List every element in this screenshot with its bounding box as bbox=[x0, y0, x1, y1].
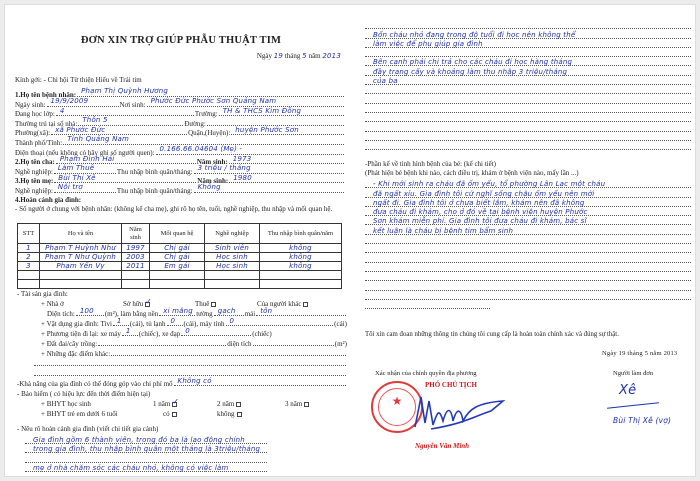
tv-count: 1 bbox=[116, 317, 122, 325]
other-features-row: + Những đặc điểm khác: bbox=[17, 349, 347, 359]
contribution-row: -Khả năng của gia đình có thể đóng góp vào chi phí mổ Không có bbox=[17, 379, 347, 389]
others-checkbox bbox=[303, 302, 308, 307]
house-area: 100 bbox=[79, 307, 94, 315]
applicant-signature: Xê bbox=[619, 383, 637, 398]
patient-district: huyện Phước Sơn bbox=[235, 125, 299, 134]
official-name: Nguyễn Văn Minh bbox=[415, 442, 470, 450]
land-row: + Đất đai/cây trồng: diện tích (m²) bbox=[41, 340, 347, 348]
patient-name-row: 1.Họ tên bệnh nhân: Phạm Thị Quỳnh Hương bbox=[15, 90, 345, 100]
student-insurance-row: + BHYT học sinh 1 năm ✓ 2 năm 3 năm bbox=[17, 399, 347, 409]
family-heading: 4.Hoàn cảnh gia đình: bbox=[15, 195, 82, 204]
father-name-row: 2.Họ tên cha: Phạm Đình Hải Năm sinh: 1973 bbox=[15, 157, 345, 167]
date-day: 19 bbox=[273, 52, 284, 60]
form-date: Ngày 19 tháng 5 năm 2013 bbox=[256, 52, 341, 60]
date-month: 5 bbox=[302, 52, 307, 60]
patient-section bbox=[15, 87, 345, 215]
dob-row: Ngày sinh: 19/9/2009 Nơi sinh: Phước Đức Phước Sơn Quảng Nam bbox=[15, 100, 345, 110]
father-name: Phạm Đình Hải bbox=[59, 154, 115, 163]
illness-description: - Khi mới sinh ra cháu đã ốm yếu, tổ phường Lân Lạc một cháu đã ngất xỉu. Gia đình tôi cứ nghĩ sống chậu ốm yếu nên mới ngất đi. Gia đình tôi ở chưa biết lắm, khám nên đã không đưa cháu đi khám, cho ở đó về tại bệnh viện huyện Phước Sơn khám miễn phí. Gia đình tôi đưa cháu đi khám, bác sĩ kết luận là cháu bị bệnh tim bẩm sinh bbox=[365, 179, 691, 309]
floor-material: xi măng bbox=[163, 307, 193, 315]
date-year: 2013 bbox=[322, 52, 341, 60]
insurance-3yr-checkbox bbox=[304, 402, 309, 407]
patient-birthplace: Phước Đức Phước Sơn Quảng Nam bbox=[150, 97, 277, 105]
appliances-row: + Vật dụng gia đình: Tivi 1 (cái), tủ lạnh 0 (cái), máy tính 0 (cái) bbox=[41, 317, 347, 328]
mother-name: Bùi Thị Xê bbox=[58, 173, 96, 182]
assets-heading: - Tài sản gia đình: bbox=[17, 290, 68, 298]
circumstances-line bbox=[25, 453, 267, 463]
circumstances-heading: - Nêu rõ hoàn cảnh gia đình (viết chi tiết gia cảnh) bbox=[17, 425, 159, 433]
insurance-1yr-checkbox bbox=[172, 402, 177, 407]
father-birth-year: 1973 bbox=[232, 154, 252, 163]
family-members-table bbox=[17, 223, 342, 289]
signature-underline bbox=[607, 402, 659, 408]
area-row: Diện tích: 100 (m²), làm bằng nền xi măng tường gạch mái tôn bbox=[17, 309, 347, 319]
right-page bbox=[357, 5, 697, 478]
patient-city: Tỉnh Quảng Nam bbox=[67, 135, 130, 144]
applicant-label: Người làm đơn bbox=[613, 370, 654, 377]
circumstances-continued: Bốn cháu nhỏ đang trong độ tuổi đi học nên không thể làm việc để phụ giúp gia đình Bên cạnh phải chi trả cho các cháu đi học hàng tháng đầy trang cấy và khoảng làm thu nhập 3 triệu/tháng của ba bbox=[365, 20, 691, 150]
insurance-heading: - Bảo hiểm ( có hiệu lực đến thời điểm hiện tại) bbox=[17, 390, 151, 398]
page-title: ĐƠN XIN TRỢ GIÚP PHẪU THUẬT TIM bbox=[80, 35, 282, 46]
phone-row: Điện thoại (nếu không có hãy ghi số người quen): 0.166.66.04604 (Mẹ) - bbox=[15, 148, 345, 158]
household-note: - Số người ở chung với bệnh nhân: (không kể cha mẹ), ghi rõ họ tên, tuổi, nghề nghiệp, thu nhập và mối quan hệ. bbox=[15, 205, 333, 214]
applicant-name: Bùi Thị Xê (vợ) bbox=[613, 416, 672, 425]
contribution-value: Không có bbox=[177, 377, 212, 385]
signature-date: Ngày 19 tháng 5 năm 2013 bbox=[602, 350, 678, 357]
patient-phone: 0.166.66.04604 (Mẹ) - bbox=[159, 144, 243, 153]
patient-name: Phạm Thị Quỳnh Hương bbox=[81, 87, 169, 96]
circumstances-line: Gia đình gồm 6 thành viên, trong đó ba là lao động chính bbox=[25, 434, 267, 444]
child-insurance-yes-checkbox bbox=[172, 412, 177, 417]
patient-ward: xã Phước Đức bbox=[55, 125, 106, 134]
circumstances-line: mẹ ở nhà chăm sóc các cháu nhỏ, không có việc làm bbox=[25, 463, 267, 473]
declaration-text: Tôi xin cam đoan những thông tin chúng tôi cung cấp là hoàn toàn chính xác và đúng sự thật. bbox=[365, 331, 619, 338]
address-row: Thường trú tại số nhà: Thôn 5 Đường: bbox=[15, 119, 345, 129]
patient-school: TH & THCS Kim Đồng bbox=[222, 106, 302, 115]
official-role: PHÓ CHỦ TỊCH bbox=[425, 381, 477, 389]
patient-grade: 4 bbox=[59, 106, 65, 115]
roof-material: tôn bbox=[260, 307, 273, 315]
left-page bbox=[5, 5, 357, 478]
child-insurance-no-checkbox bbox=[237, 412, 242, 417]
housing-row: + Nhà ở Sở hữu ✓ Thuê Của người khác bbox=[17, 299, 347, 309]
mother-birth-year: 1980 bbox=[233, 173, 252, 182]
table-row: 1 Phạm T Huỳnh Như 1997 Chị gái Sinh viên không bbox=[18, 244, 342, 253]
grade-row: Đang học lớp: 4 Trường: TH & THCS Kim Đồng bbox=[15, 109, 345, 119]
mother-name-row: 3.Họ tên mẹ: Bùi Thị Xê Năm sinh: 1980 bbox=[15, 176, 345, 186]
fridge-count: 0 bbox=[170, 317, 176, 325]
assets-section bbox=[17, 289, 347, 472]
mother-job-row: Nghề nghiệp: Nội trợ Thu nhập bình quân/tháng: Không bbox=[15, 186, 345, 196]
local-confirmation-label: Xác nhận của chính quyền địa phương bbox=[375, 370, 477, 377]
patient-house: Thôn 5 bbox=[82, 116, 108, 125]
mother-job: Nội trợ bbox=[57, 183, 83, 192]
illness-heading: -Phần kể về tình hình bệnh của bé: (kể chi tiết) (Phát hiện bé bệnh khi nào, cách điều trị, khám ở bệnh viện nào, mấy lần ...) bbox=[365, 160, 579, 177]
table-row bbox=[18, 280, 342, 289]
official-stamp-icon: ★ bbox=[371, 381, 423, 433]
table-row: 2 Phạm T Như Quỳnh 2003 Chị gái Học sinh không bbox=[18, 253, 342, 262]
father-income: 3 triệu / tháng bbox=[197, 164, 251, 173]
motorbike-count: 1 bbox=[125, 327, 131, 335]
rent-checkbox bbox=[211, 302, 216, 307]
table-row bbox=[18, 271, 342, 280]
computer-count: 0 bbox=[229, 317, 235, 325]
official-signature-icon bbox=[407, 393, 517, 433]
ward-row: Phường(xã): xã Phước Đức Quận,(Huyện): huyện Phước Sơn bbox=[15, 128, 345, 138]
wall-material: gạch bbox=[217, 307, 236, 315]
father-job: Làm Thuê bbox=[57, 164, 95, 173]
insurance-2yr-checkbox bbox=[236, 402, 241, 407]
circumstances-line: trong gia đình, thu nhập bình quân một tháng là 3triệu/tháng bbox=[25, 444, 267, 454]
table-row: 3 Phạm Yến Vy 2011 Em gái Học sinh không bbox=[18, 262, 342, 271]
vehicles-row: + Phương tiện đi lại: xe máy 1 (chiếc), xe đạp 0 (chiếc) bbox=[41, 327, 272, 338]
scanned-form bbox=[4, 4, 696, 477]
recipient-line: Kính gởi: - Chi hội Từ thiện Hiểu về Trái tim bbox=[15, 76, 142, 84]
mother-income: Không bbox=[197, 183, 221, 192]
father-job-row: Nghề nghiệp: Làm Thuê Thu nhập bình quân/tháng: 3 triệu / tháng bbox=[15, 167, 345, 177]
circumstances-lines bbox=[17, 434, 267, 472]
city-row: Thành phố/Tỉnh: Tỉnh Quảng Nam bbox=[15, 138, 345, 148]
child-insurance-row: + BHYT trẻ em dưới 6 tuổi có không bbox=[17, 409, 347, 419]
table-header-row: STT Họ và tên Năm sinh Mối quan hệ Nghề nghiệp Thu nhập bình quân/năm bbox=[18, 224, 342, 244]
bicycle-count: 0 bbox=[185, 327, 190, 335]
patient-dob: 19/9/2009 bbox=[50, 97, 89, 105]
owned-checkbox bbox=[145, 302, 150, 307]
